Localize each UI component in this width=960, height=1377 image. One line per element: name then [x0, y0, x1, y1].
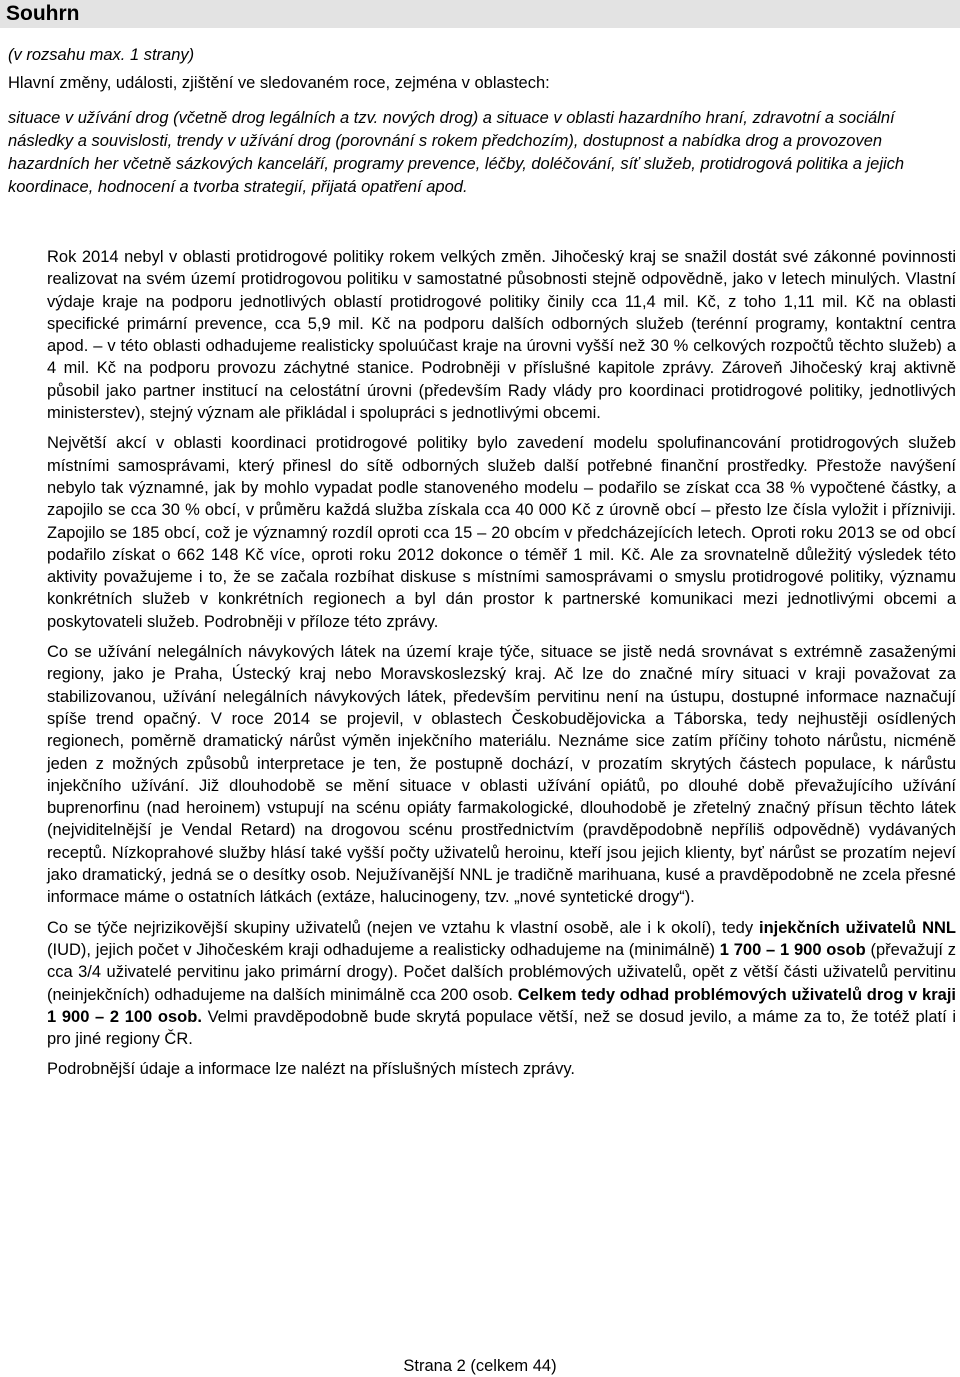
- summary-body: [47, 246, 956, 1089]
- paragraph-text: (IUD), jejich počet v Jihočeském kraji odhadujeme a realisticky odhadujeme na (minimálně): [47, 940, 720, 959]
- paragraph-text: Podrobnější údaje a informace lze nalézt na příslušných místech zprávy.: [47, 1060, 575, 1079]
- paragraph-text: Největší akcí v oblasti koordinaci protidrogové politiky bylo zavedení modelu spolufinancování protidrogových služeb místními samosprávami, který přinesl do sítě odborných služeb další potřebné finanční prostředky. Přestože navýšení nebylo tak významné, jak by mohlo vypadat podle stanoveného modelu – podařilo se získat cca 38 % vypočtené částky, a zapojilo se cca 30 % obcí, v průměru každá služba získala cca 40 000 Kč z úrovně obcí – přesto lze čísla vyložit i přízniviji. Zapojilo se 185 obcí, což je významný rozdíl oproti cca 15 – 20 obcím v předcházejících letech. Oproti roku 2013 se od obcí podařilo získat o 662 148 Kč více, oproti roku 2012 dokonce o téměř 1 mil. Kč. Ale za srovnatelně důležitý výsledek této aktivity považujeme i to, že se začala rozbíhat diskuse s místními samosprávami o smyslu protidrogové politiky, významu konkrétních služeb v konkrétních regionech a byl dán prostor k partnerské komunikaci mezi jednotlivými obcemi a poskytovateli služeb. Podrobněji v příloze této zprávy.: [47, 434, 956, 631]
- page-footer: Strana 2 (celkem 44): [403, 1357, 557, 1375]
- section-title: Souhrn: [6, 2, 80, 25]
- summary-paragraph: [47, 246, 956, 424]
- summary-paragraph: [47, 641, 956, 909]
- emphasis-text: 1 700 – 1 900 osob: [719, 940, 866, 959]
- paragraph-text: Co se užívání nelegálních návykových látek na území kraje týče, situace se jistě nedá srovnávat s extrémně zasaženými regiony, jako je Praha, Ústecký kraj nebo Moravskoslezský kraj. Ač lze do značné míry situaci v kraji považovat za stabilizovanou, užívání nelegálních návykových látek, především pervitinu není na ústupu, dostupné informace naznačují spíše trend opačný. V roce 2014 se projevil, v oblastech Českobudějovicka a Táborska, tedy nejhustěji osídlených regionech, poměrně dramatický nárůst výměn injekčního materiálu. Neznáme sice zatím příčiny tohoto nárůstu, nicméně jeden z možných způsobů interpretace je ten, že postupně dochází, v prozatím skrytých částech populace, k nárůstu injekčního užívání. Již dlouhodobě se mění situace v oblasti užívání opiátů, po dlouhé době převažujícího užívání buprenorfinu (nad heroinem) vstupují na scénu opiáty farmakologické, dlouhodobě je zřetelný značný přísun těchto látek (nejviditelnější je Vendal Retard) na drogovou scénu prostřednictvím (pravděpodobně nepříliš odpovědně) vydávaných receptů. Nízkoprahové služby hlásí také vyšší počty uživatelů heroinu, kteří jsou jejich klienty, byť nárůst se prozatím nejeví jako dramatický, jedná se o desítky osob. Nejužívanější NNL je tradičně marihuana, kusé a pravděpodobně ne zcela přesné informace máme o ostatních látkách (extáze, halucinogeny, tzv. „nové syntetické drogy“).: [47, 643, 956, 907]
- summary-paragraph: [47, 432, 956, 633]
- section-header-bar: [0, 0, 960, 28]
- instructions-heading: Hlavní změny, události, zjištění ve sledovaném roce, zejména v oblastech:: [8, 74, 550, 92]
- paragraph-text: Rok 2014 nebyl v oblasti protidrogové politiky rokem velkých změn. Jihočeský kraj se snažil dostát své zákonné povinnosti realizovat na svém území protidrogovou politiku v samostatné působnosti stejně odpovědně, jako v letech minulých. Vlastní výdaje kraje na podporu jednotlivých oblastí protidrogové politiky činily cca 11,4 mil. Kč, z toho 1,11 mil. Kč na oblasti specifické primární prevence, cca 5,9 mil. Kč na podporu dalších odborných služeb (terénní programy, kontaktní centra apod. – v této oblasti odhadujeme realisticky spoluúčast kraje na úrovni vyšší než 30 % celkových rozpočtů těchto služeb) a 4 mil. Kč na podporu provozu záchytné stanice. Podrobněji v příslušné kapitole zprávy. Zároveň Jihočeský kraj aktivně působil jako partner institucí na celostátní úrovni (především Rady vlády pro koordinaci protidrogové politiky, jednotlivých ministerstev), stejný význam ale přikládal i spolupráci s jednotlivými obcemi.: [47, 248, 956, 423]
- emphasis-text: injekčních uživatelů NNL: [759, 918, 957, 937]
- paragraph-text: Velmi pravděpodobně bude skrytá populace větší, než se dosud jevilo, a máme za to, že totéž platí i pro jiné regiony ČR.: [47, 1007, 956, 1049]
- summary-paragraph: [47, 1058, 956, 1080]
- summary-paragraph: [47, 917, 956, 1051]
- instructions-body: situace v užívání drog (včetně drog legálních a tzv. nových drog) a situace v oblasti hazardního hraní, zdravotní a sociální následky a souvislosti, trendy v užívání drog (porovnání s rokem předchozím), dostupnost a nabídka drog a provozoven hazardních her včetně sázkových kanceláří, programy prevence, léčby, doléčování, síť služeb, protidrogová politika a jejich koordinace, hodnocení a tvorba strategií, přijatá opatření apod.: [8, 109, 905, 196]
- length-note: (v rozsahu max. 1 strany): [8, 46, 195, 64]
- paragraph-text: (převažují z cca 3/4 uživatelé pervitinu jako primární drogy). Počet dalších problémových uživatelů, opět z větší části uživatelů pervitinu (neinjekčních) odhadujeme na dalších minimálně cca 200 osob.: [47, 940, 956, 1004]
- paragraph-text: Co se týče nejrizikovější skupiny uživatelů (nejen ve vztahu k vlastní osobě, ale i k okolí), tedy: [47, 918, 759, 937]
- emphasis-text: Celkem tedy odhad problémových uživatelů drog v kraji 1 900 – 2 100 osob.: [47, 985, 956, 1026]
